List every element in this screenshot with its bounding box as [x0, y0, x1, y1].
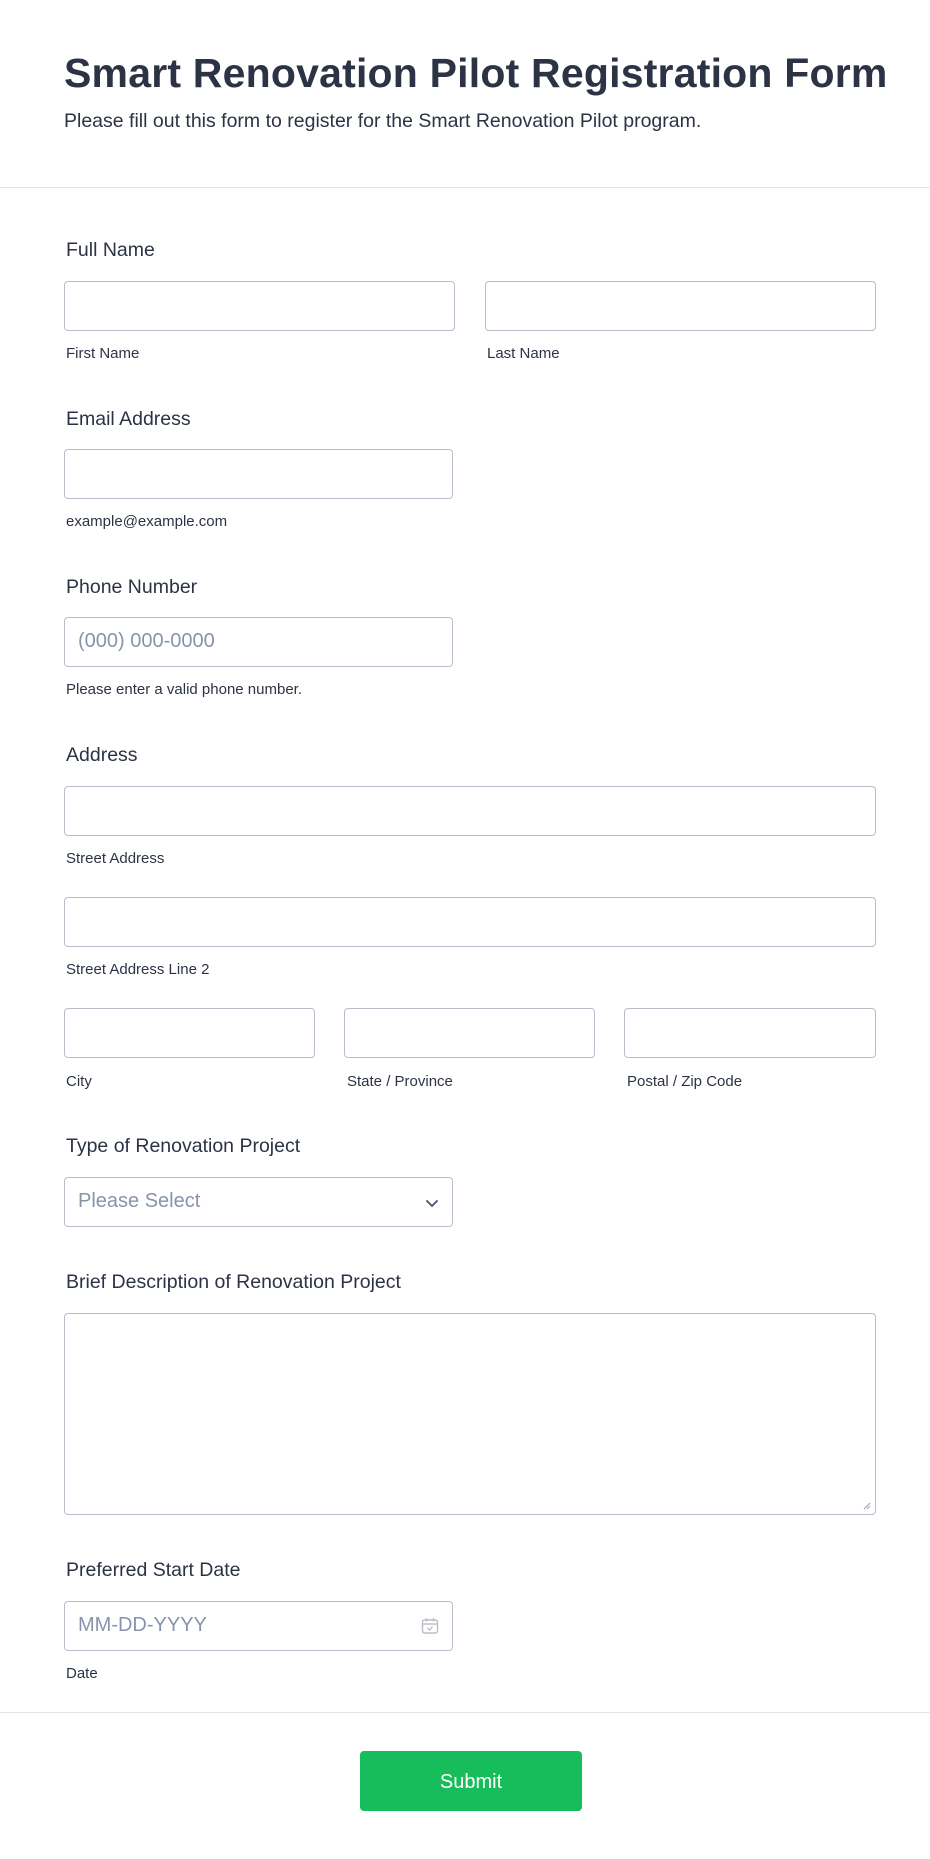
resize-handle-icon[interactable]	[861, 1500, 871, 1510]
submit-button[interactable]: Submit	[360, 1751, 582, 1811]
description-textarea[interactable]	[64, 1313, 876, 1515]
city-input[interactable]	[64, 1008, 315, 1058]
start-date-sublabel: Date	[66, 1665, 98, 1682]
phone-label: Phone Number	[66, 576, 198, 598]
form-subtitle: Please fill out this form to register for the Smart Renovation Pilot program.	[64, 110, 702, 132]
form-title: Smart Renovation Pilot Registration Form	[64, 50, 888, 96]
start-date-label: Preferred Start Date	[66, 1559, 241, 1581]
phone-placeholder: (000) 000-0000	[78, 630, 215, 652]
zip-sublabel: Postal / Zip Code	[627, 1073, 743, 1090]
phone-sublabel: Please enter a valid phone number.	[66, 681, 302, 698]
last-name-sublabel: Last Name	[487, 345, 560, 362]
state-input[interactable]	[344, 1008, 595, 1058]
footer-divider	[0, 1712, 930, 1713]
street-address-sublabel: Street Address	[66, 850, 165, 867]
first-name-sublabel: First Name	[66, 345, 140, 362]
form-header	[0, 0, 930, 188]
chevron-down-icon	[424, 1195, 440, 1211]
state-sublabel: State / Province	[347, 1073, 453, 1090]
city-sublabel: City	[66, 1073, 92, 1090]
email-label: Email Address	[66, 408, 191, 430]
full-name-label: Full Name	[66, 239, 155, 261]
start-date-placeholder: MM-DD-YYYY	[78, 1614, 207, 1636]
address-label: Address	[66, 744, 138, 766]
project-type-selected: Please Select	[78, 1190, 201, 1212]
email-sublabel: example@example.com	[66, 513, 228, 530]
street-address-line2-input[interactable]	[64, 897, 876, 947]
project-type-select[interactable]	[64, 1177, 453, 1227]
description-label: Brief Description of Renovation Project	[66, 1271, 401, 1293]
phone-input[interactable]	[64, 617, 453, 667]
first-name-input[interactable]	[64, 281, 455, 331]
project-type-label: Type of Renovation Project	[66, 1135, 301, 1157]
street-address-input[interactable]	[64, 786, 876, 836]
calendar-icon[interactable]	[420, 1616, 440, 1636]
email-input[interactable]	[64, 449, 453, 499]
zip-input[interactable]	[624, 1008, 876, 1058]
start-date-input[interactable]	[64, 1601, 453, 1651]
street-address-line2-sublabel: Street Address Line 2	[66, 961, 210, 978]
last-name-input[interactable]	[485, 281, 876, 331]
